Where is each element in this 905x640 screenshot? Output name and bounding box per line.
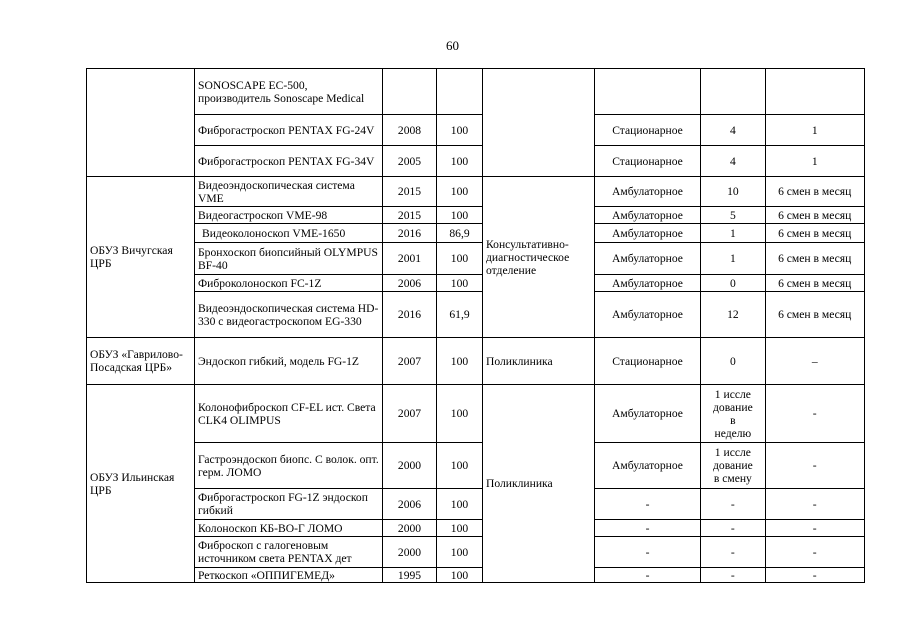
wear-cell [437, 69, 483, 115]
table-row [87, 207, 865, 224]
shifts-cell: – [765, 338, 864, 385]
shifts-cell [765, 69, 864, 115]
year-cell: 2006 [383, 489, 437, 520]
care-type-cell [595, 69, 701, 115]
care-type-cell: Амбулаторное [595, 292, 701, 338]
count-cell: 0 [701, 338, 766, 385]
table-row [87, 489, 865, 520]
care-type-cell: Стационарное [595, 338, 701, 385]
care-type-cell: Амбулаторное [595, 224, 701, 243]
shifts-cell: 6 смен в месяц [765, 207, 864, 224]
table-row [87, 292, 865, 338]
care-type-cell: Амбулаторное [595, 385, 701, 443]
year-cell: 2000 [383, 537, 437, 568]
count-cell: - [701, 489, 766, 520]
shifts-cell: - [765, 443, 864, 489]
count-cell [701, 69, 766, 115]
shifts-cell: 6 смен в месяц [765, 275, 864, 292]
count-cell: 1 иссле дование в смену [701, 443, 766, 489]
care-type-cell: - [595, 489, 701, 520]
org-cell: ОБУЗ «Гаврилово-Посадская ЦРБ» [87, 338, 195, 385]
shifts-cell: 6 смен в месяц [765, 177, 864, 207]
count-cell: 1 [701, 224, 766, 243]
count-cell: 10 [701, 177, 766, 207]
table-row [87, 275, 865, 292]
org-cell: ОБУЗ Ильинская ЦРБ [87, 385, 195, 583]
equipment-cell: Колоноскоп КБ-ВО-Г ЛОМО [195, 520, 383, 537]
equipment-cell: Фиброгастроскоп PENTAX FG-34V [195, 146, 383, 177]
shifts-cell: - [765, 568, 864, 583]
wear-cell: 100 [437, 568, 483, 583]
count-cell: - [701, 537, 766, 568]
shifts-cell: - [765, 537, 864, 568]
unit-cell: Поликлиника [483, 338, 595, 385]
wear-cell: 100 [437, 520, 483, 537]
table-row [87, 69, 865, 115]
equipment-cell: Колонофиброскоп CF-EL ист. Света CLK4 OLIMPUS [195, 385, 383, 443]
equipment-cell: Видеоколоноскоп VME-1650 [195, 224, 383, 243]
equipment-cell: Видеоэндоскопическая система HD-330 с видеогастроскопом EG-330 [195, 292, 383, 338]
table-row [87, 115, 865, 146]
equipment-cell: Бронхоскоп биопсийный OLYMPUS BF-40 [195, 243, 383, 275]
care-type-cell: Амбулаторное [595, 177, 701, 207]
shifts-cell: - [765, 520, 864, 537]
care-type-cell: - [595, 537, 701, 568]
equipment-cell: Фиброколоноскоп FC-1Z [195, 275, 383, 292]
year-cell: 2016 [383, 224, 437, 243]
table-row [87, 243, 865, 275]
wear-cell: 100 [437, 146, 483, 177]
care-type-cell: Амбулаторное [595, 443, 701, 489]
care-type-cell: - [595, 520, 701, 537]
equipment-cell: Эндоскоп гибкий, модель FG-1Z [195, 338, 383, 385]
page-number: 60 [446, 38, 459, 53]
year-cell: 2008 [383, 115, 437, 146]
year-cell [383, 69, 437, 115]
equipment-cell: Фиброскоп с галогеновым источником света PENTAX дет [195, 537, 383, 568]
wear-cell: 100 [437, 177, 483, 207]
care-type-cell: Стационарное [595, 115, 701, 146]
count-cell: - [701, 520, 766, 537]
equipment-cell: Гастроэндоскоп биопс. С волок. опт. герм. ЛОМО [195, 443, 383, 489]
count-cell: 1 иссле дование в неделю [701, 385, 766, 443]
unit-cell: Консультативно-диагностическое отделение [483, 177, 595, 338]
year-cell: 2000 [383, 520, 437, 537]
equipment-cell: Фиброгастроскоп PENTAX FG-24V [195, 115, 383, 146]
shifts-cell: 1 [765, 146, 864, 177]
table-row [87, 537, 865, 568]
table-row [87, 177, 865, 207]
year-cell: 2001 [383, 243, 437, 275]
table-row [87, 520, 865, 537]
care-type-cell: Амбулаторное [595, 275, 701, 292]
shifts-cell: - [765, 385, 864, 443]
wear-cell: 100 [437, 443, 483, 489]
equipment-cell: Видеоэндоскопическая система VME [195, 177, 383, 207]
table-row [87, 568, 865, 583]
shifts-cell: - [765, 489, 864, 520]
org-cell [87, 69, 195, 177]
table-row [87, 338, 865, 385]
wear-cell: 100 [437, 207, 483, 224]
wear-cell: 100 [437, 243, 483, 275]
count-cell: 4 [701, 146, 766, 177]
shifts-cell: 6 смен в месяц [765, 224, 864, 243]
unit-cell [483, 69, 595, 177]
year-cell: 2007 [383, 338, 437, 385]
org-cell: ОБУЗ Вичугская ЦРБ [87, 177, 195, 338]
count-cell: - [701, 568, 766, 583]
table-row [87, 385, 865, 443]
wear-cell: 61,9 [437, 292, 483, 338]
year-cell: 1995 [383, 568, 437, 583]
year-cell: 2006 [383, 275, 437, 292]
year-cell: 2016 [383, 292, 437, 338]
equipment-cell: Фиброгастроскоп FG-1Z эндоскоп гибкий [195, 489, 383, 520]
shifts-cell: 6 смен в месяц [765, 243, 864, 275]
wear-cell: 100 [437, 385, 483, 443]
count-cell: 1 [701, 243, 766, 275]
equipment-cell: SONOSCAPE EC-500, производитель Sonoscape Medical [195, 69, 383, 115]
count-cell: 12 [701, 292, 766, 338]
care-type-cell: Амбулаторное [595, 243, 701, 275]
care-type-cell: - [595, 568, 701, 583]
year-cell: 2005 [383, 146, 437, 177]
equipment-table [86, 68, 865, 583]
year-cell: 2015 [383, 207, 437, 224]
wear-cell: 100 [437, 275, 483, 292]
wear-cell: 100 [437, 338, 483, 385]
count-cell: 0 [701, 275, 766, 292]
table-row [87, 146, 865, 177]
shifts-cell: 6 смен в месяц [765, 292, 864, 338]
year-cell: 2015 [383, 177, 437, 207]
year-cell: 2000 [383, 443, 437, 489]
table-row [87, 443, 865, 489]
care-type-cell: Амбулаторное [595, 207, 701, 224]
equipment-cell: Видеогастроскоп VME-98 [195, 207, 383, 224]
unit-cell: Поликлиника [483, 385, 595, 583]
year-cell: 2007 [383, 385, 437, 443]
wear-cell: 100 [437, 115, 483, 146]
table-row [87, 224, 865, 243]
wear-cell: 100 [437, 537, 483, 568]
equipment-cell: Реткоскоп «ОППИГЕМЕД» [195, 568, 383, 583]
care-type-cell: Стационарное [595, 146, 701, 177]
shifts-cell: 1 [765, 115, 864, 146]
count-cell: 4 [701, 115, 766, 146]
wear-cell: 86,9 [437, 224, 483, 243]
count-cell: 5 [701, 207, 766, 224]
wear-cell: 100 [437, 489, 483, 520]
